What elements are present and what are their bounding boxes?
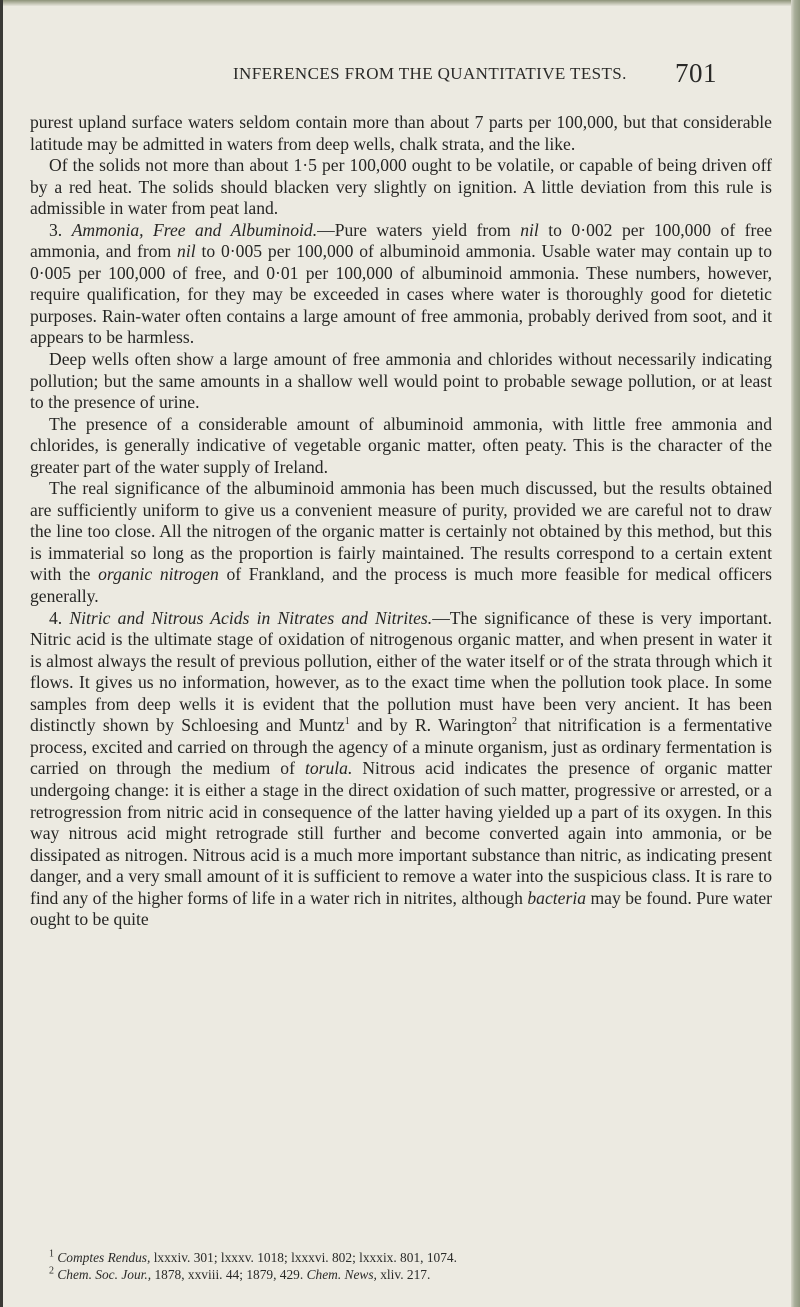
paragraph bbox=[30, 349, 772, 414]
footnote-marker: 1 bbox=[344, 716, 350, 728]
footnote-marker: 1 bbox=[49, 1248, 54, 1260]
footnote-marker: 2 bbox=[512, 716, 518, 728]
text-run: —The significance of these is very important. Nitric acid is the ultimate stage of oxidation of nitrogenous organic matter, and when present in water it is almost always the result of previous pollution, either of the water itself or of the strata through which it flows. It gives us no information, however, as to the exact time when the pollution took place. In some samples from deep wells it is evident that the pollution must have been very ancient. It has been distinctly shown by Schloesing and Muntz bbox=[30, 607, 772, 736]
italic-text: Chem. News, bbox=[306, 1267, 377, 1282]
italic-text: Chem. Soc. Jour., bbox=[57, 1267, 152, 1282]
italic-text: nil bbox=[177, 241, 196, 262]
running-head-title: INFERENCES FROM THE QUANTITATIVE TESTS. bbox=[233, 64, 627, 83]
text-run: Nitrous acid indicates the presence of organic matter undergoing change: it is either a stage in the direct oxidation of such matter, progressive or arrested, or a retrogression from nitric acid in consequence of the latter having yielded up a part of its oxygen. In this way nitrous acid might retrograde still further and become converted again into ammonia, or be dissipated as nitrogen. Nitrous acid is a much more important substance than nitric, as indicating present danger, and a very small amount of it is sufficient to remove a water into the suspicious class. It is rare to find any of the higher forms of life in a water rich in nitrites, although bbox=[30, 758, 772, 908]
footnote bbox=[49, 1266, 769, 1283]
italic-text: bacteria bbox=[527, 887, 587, 908]
page-binding-edge bbox=[791, 0, 800, 1307]
text-run: The presence of a considerable amount of albuminoid ammonia, with little free ammonia and chlorides, is generally indicative of vegetable organic matter, often peaty. This is the character of the greater part of the water supply of Ireland. bbox=[30, 413, 772, 477]
paragraph bbox=[30, 112, 772, 155]
text-run: The real significance of the albuminoid ammonia has been much discussed, but the results obtained are sufficiently uniform to give us a convenient measure of purity, provided we are careful not to draw the line too close. All the nitrogen of the organic matter is certainly not obtained by this method, but this is immaterial so long as the proportion is fairly maintained. The results correspond to a certain extent with the bbox=[30, 478, 772, 585]
text-run: may be found. Pure water ought to be quite bbox=[30, 887, 772, 930]
paragraph bbox=[30, 414, 772, 479]
italic-text: organic nitrogen bbox=[98, 564, 219, 585]
text-run: of Frankland, and the process is much more feasible for medical officers generally. bbox=[30, 564, 772, 607]
paragraph bbox=[30, 155, 772, 220]
page-number: 701 bbox=[675, 58, 717, 88]
footnote-marker: 2 bbox=[49, 1265, 54, 1277]
page-top-edge bbox=[3, 0, 800, 6]
italic-text: Comptes Rendus, bbox=[57, 1250, 151, 1265]
text-run: 1878, xxviii. 44; 1879, 429. bbox=[151, 1267, 307, 1282]
italic-text: Ammonia, Free and Albuminoid. bbox=[71, 219, 318, 240]
paragraph bbox=[30, 608, 772, 931]
running-head bbox=[3, 58, 800, 92]
text-run: xliv. 217. bbox=[376, 1267, 431, 1282]
body-text bbox=[30, 112, 772, 931]
text-run: 3. bbox=[49, 219, 72, 240]
text-run: purest upland surface waters seldom contain more than about 7 parts per 100,000, but that considerable latitude may be admitted in waters from deep wells, chalk strata, and the like. bbox=[30, 112, 772, 154]
italic-text: nil bbox=[520, 219, 539, 240]
text-run: and by R. Warington bbox=[349, 715, 513, 736]
paragraph bbox=[30, 220, 772, 349]
text-run: to 0·002 per 100,000 of free ammonia, and from bbox=[30, 219, 773, 262]
paragraph bbox=[30, 478, 772, 607]
text-run: to 0·005 per 100,000 of albuminoid ammonia. Usable water may contain up to 0·005 per 100,000 of free, and 0·01 per 100,000 of albuminoid ammonia. These numbers, however, require qualification, for they may be exceeded in cases where water is thoroughly good for dietetic purposes. Rain-water often contains a large amount of free ammonia, probably derived from soot, and it appears to be harmless. bbox=[30, 241, 772, 348]
footnote bbox=[49, 1249, 769, 1266]
text-run: Of the solids not more than about 1·5 per 100,000 ought to be volatile, or capable of being driven off by a red heat. The solids should blacken very slightly on ignition. A little deviation from this rule is admissible in water from peat land. bbox=[30, 155, 772, 219]
italic-text: torula. bbox=[304, 758, 353, 779]
text-run: Deep wells often show a large amount of free ammonia and chlorides without necessarily indicating pollution; but the same amounts in a shallow well would point to probable sewage pollution, or at least to the presence of urine. bbox=[30, 349, 772, 413]
footnotes bbox=[49, 1249, 769, 1283]
italic-text: Nitric and Nitrous Acids in Nitrates and Nitrites. bbox=[69, 607, 433, 628]
text-run: lxxxiv. 301; lxxxv. 1018; lxxxvi. 802; lxxxix. 801, 1074. bbox=[150, 1250, 457, 1265]
text-run: 4. bbox=[49, 607, 70, 628]
text-run: —Pure waters yield from bbox=[317, 219, 521, 240]
text-run: that nitrification is a fermentative process, excited and carried on through the agency of a minute organism, just as ordinary fermentation is carried on through the medium of bbox=[30, 715, 772, 779]
